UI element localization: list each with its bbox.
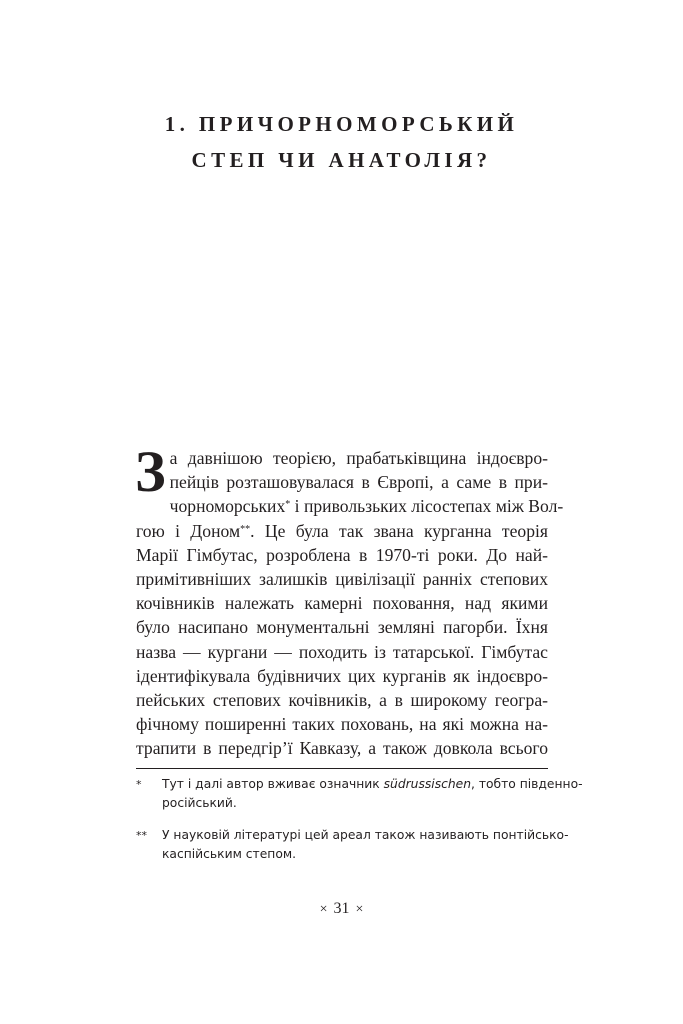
footnote-line: російський. [162, 796, 237, 810]
body-paragraph [135, 439, 564, 761]
footnote-ref-2: ** [240, 523, 251, 535]
chapter-title-line-1: 1. ПРИЧОРНОМОРСЬКИЙ [164, 112, 519, 136]
footnote-text [162, 775, 583, 813]
footnote-line: каспійським степом. [162, 847, 297, 861]
body-text-fragment: . Це була так звана курганна теорія [250, 520, 548, 541]
body-line-with-footnote-ref [136, 519, 548, 543]
body-line: пейських степових кочівників, а в широкому геогра- [136, 690, 548, 711]
body-line: Марії Гімбутас, розроблена в 1970-ті роки. До най- [136, 544, 548, 565]
drop-cap: З [135, 439, 166, 504]
body-line: примітивніших залишків цивілізації ранніх степових [136, 569, 548, 590]
body-line: фічному поширенні таких поховань, на які можна на- [136, 714, 548, 735]
body-line-with-footnote-ref [136, 494, 564, 518]
body-line: трапити в передгір’ї Кавказу, а також довкола всього [136, 738, 548, 759]
body-line: назва — кургани — походить із татарської. Гімбутас [136, 641, 548, 662]
footnote-divider [136, 768, 548, 769]
ornament-right: × [355, 902, 364, 917]
footnote-1 [136, 775, 583, 813]
body-text-fragment: чорноморських [169, 496, 286, 517]
body-text-fragment: гою і Доном [136, 520, 241, 541]
footnote-ref-1: * [285, 499, 291, 511]
body-line: ідентифікувала будівничих цих курганів як індоєвро- [136, 665, 548, 686]
ornament-left: × [319, 902, 328, 917]
page-number-value: 31 [333, 900, 350, 917]
footnote-line [162, 775, 583, 794]
footnote-text [162, 826, 569, 864]
footnotes [136, 775, 583, 877]
footnote-mark: ** [136, 829, 147, 842]
body-line: було насипано монументальні земляні пагорби. Їхня [136, 617, 548, 638]
page-number [0, 898, 683, 921]
body-line: кочівників належать камерні поховання, над якими [136, 593, 548, 614]
body-text-fragment: і привользьких лісостепах між Вол- [294, 496, 564, 517]
body-line: а давнішою теорією, прабатьківщина індоєвро- [169, 448, 548, 468]
footnote-fragment: , тобто південно- [471, 777, 583, 791]
chapter-title-line-2: СТЕП ЧИ АНАТОЛІЯ? [191, 148, 492, 172]
footnote-mark: * [136, 778, 142, 791]
footnote-2 [136, 826, 569, 864]
chapter-title [0, 106, 683, 178]
body-line: пейців розташовувалася в Європі, а саме в при- [169, 472, 548, 493]
footnote-line: У науковій літературі цей ареал також називають понтійсько- [162, 828, 569, 842]
footnote-fragment: Тут і далі автор вживає означник [162, 777, 384, 791]
footnote-italic-term: südrussischen [383, 777, 472, 791]
